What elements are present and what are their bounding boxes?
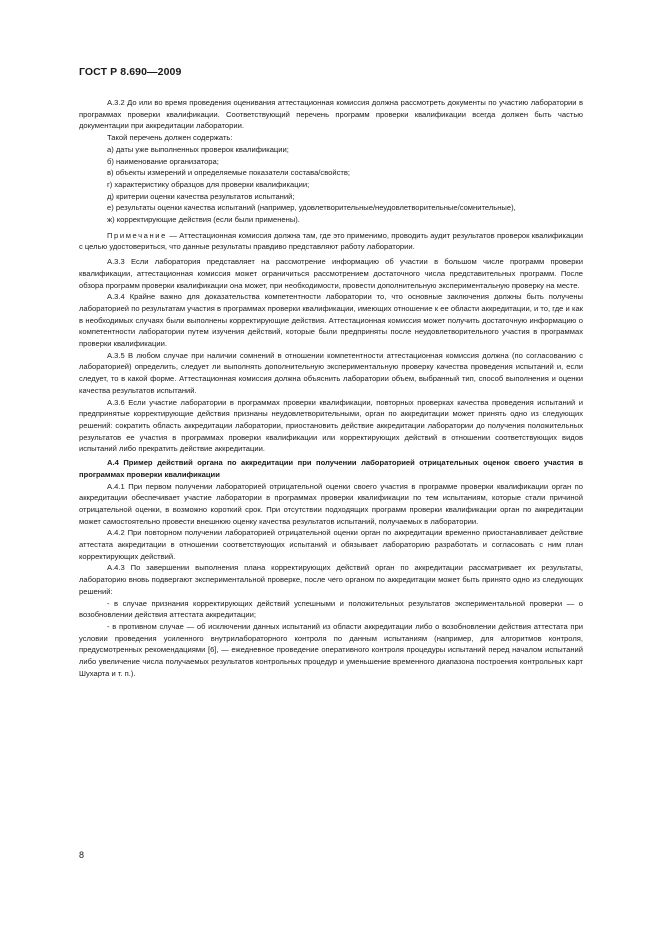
bullet-item: - в противном случае — об исключении данных испытаний из области аккредитации либо о возобновлении действия аттестата при условии проведения усиленного внутрилабораторного контроля по данным испытаниям (например, для алгоритмов контроля, предусмотренных рекомендациями [6], — ежедневное проведение оперативного контроля процедуры испытаний перед началом испытаний либо увеличение числа получаемых результатов контрольных процедур и уменьшение временного диапазона построения контрольных карт Шухарта и т. п.). xyxy=(79,621,583,678)
document-header: ГОСТ Р 8.690—2009 xyxy=(79,66,182,78)
list-intro: Такой перечень должен содержать: xyxy=(107,133,233,143)
document-body xyxy=(79,97,583,679)
list-item: г) характеристику образцов для проверки квалификации; xyxy=(107,179,310,189)
note-paragraph xyxy=(79,230,583,253)
list-item: д) критерии оценки качества результатов испытаний; xyxy=(107,191,295,201)
list-item: а) даты уже выполненных проверок квалификации; xyxy=(107,144,289,154)
paragraph-a3-4: А.3.4 Крайне важно для доказательства компетентности лаборатории то, что основные заключения должны быть получены лабораторией по результатам участия в программах проверки квалификации, имеющих отношение к ее области аккредитации, и то, где и как в необходимых случаях были выполнены корректирующие действия. Аттестационная комиссия может получить достаточную информацию о компетентности лаборатории путем изучения действий, которые были предприняты после неудовлетворительного участия в программах проверки квалификации. xyxy=(79,292,583,349)
bullet-item: - в случае признания корректирующих действий успешными и положительных результатов экспериментальной проверки — о возобновлении действия аттестата аккредитации; xyxy=(79,598,583,620)
paragraph-a3-6: А.3.6 Если участие лаборатории в программах проверки квалификации, повторных проверках качества проведения испытаний и предпринятые корректирующие действия признаны неудовлетворительными, орган по аккредитации может принять одно из следующих решений: сократить область аккредитации лаборатории, приостановить действие аккредитации лаборатории до получения положительных результатов ее участия в программах проверки квалификации или корректирующих действий в отношении соответствующих видов испытаний либо прекратить действие аккредитации. xyxy=(79,397,583,454)
note-label: Примечание xyxy=(107,230,167,240)
note-text: — Аттестационная комиссия должна там, где это применимо, проводить аудит результатов проверок квалификации с целью удостовериться, что данные результаты правдиво представляют работу лаборатории. xyxy=(79,230,583,252)
list-item: ж) корректирующие действия (если были применены). xyxy=(107,215,300,225)
list-item: б) наименование организатора; xyxy=(107,156,219,166)
list-item: в) объекты измерений и определяемые показатели состава/свойств; xyxy=(107,168,351,178)
paragraph-a3-3: А.3.3 Если лаборатория представляет на рассмотрение информацию об участии в большом числе программ проверки квалификации, аттестационная комиссия может ограничиться рассмотрением достаточного числа представительных программ. После обзора программ проверки квалификации она может, при необходимости, провести дополнительную экспериментальную проверку на месте. xyxy=(79,257,583,290)
paragraph-a4-2: А.4.2 При повторном получении лабораторией отрицательной оценки орган по аккредитации временно приостанавливает действие аттестата аккредитации в отношении соответствующих испытаний и обязывает лабораторию разработать и согласовать с ним план корректирующих действий. xyxy=(79,528,583,561)
paragraph-a4-3: А.4.3 По завершении выполнения плана корректирующих действий орган по аккредитации рассматривает их результаты, лабораторию вновь подвергают экспериментальной проверке, после чего органом по аккредитации может быть принято одно из следующих решений: xyxy=(79,563,583,596)
paragraph-a4-1: А.4.1 При первом получении лабораторией отрицательной оценки своего участия в программе проверки квалификации орган по аккредитации обеспечивает участие лаборатории в программах проверки квалификации по тем испытаниям, которые стали причиной отрицательной оценки, в возможно короткий срок. При отсутствии подходящих программ проверки квалификации орган по аккредитации может самостоятельно провести внешнюю оценку качества результатов испытаний, получаемых в лаборатории. xyxy=(79,481,583,526)
page-number: 8 xyxy=(79,850,85,860)
list-item: е) результаты оценки качества испытаний (например, удовлетворительные/неудовлетворительные/сомнительные), xyxy=(107,203,516,213)
section-heading-a4: А.4 Пример действий органа по аккредитации при получении лабораторией отрицательных оценок своего участия в программах проверки квалификации xyxy=(79,458,583,479)
paragraph-a3-2: А.3.2 До или во время проведения оценивания аттестационная комиссия должна рассмотреть документы по участию лаборатории в программах проверки квалификации. Соответствующий перечень программ проверки квалификации всегда должен быть частью документации при аккредитации лаборатории. xyxy=(79,98,583,131)
paragraph-a3-5: А.3.5 В любом случае при наличии сомнений в отношении компетентности аттестационная комиссия должна (по согласованию с лабораторией) определить, следует ли выполнять дополнительную экспериментальную проверку качества проведения испытаний и, если следует, то в какой форме. Аттестационная комиссия должна объяснить лаборатории объем, выбранный тип, способ выполнения и оценки качества результатов испытаний. xyxy=(79,350,583,395)
